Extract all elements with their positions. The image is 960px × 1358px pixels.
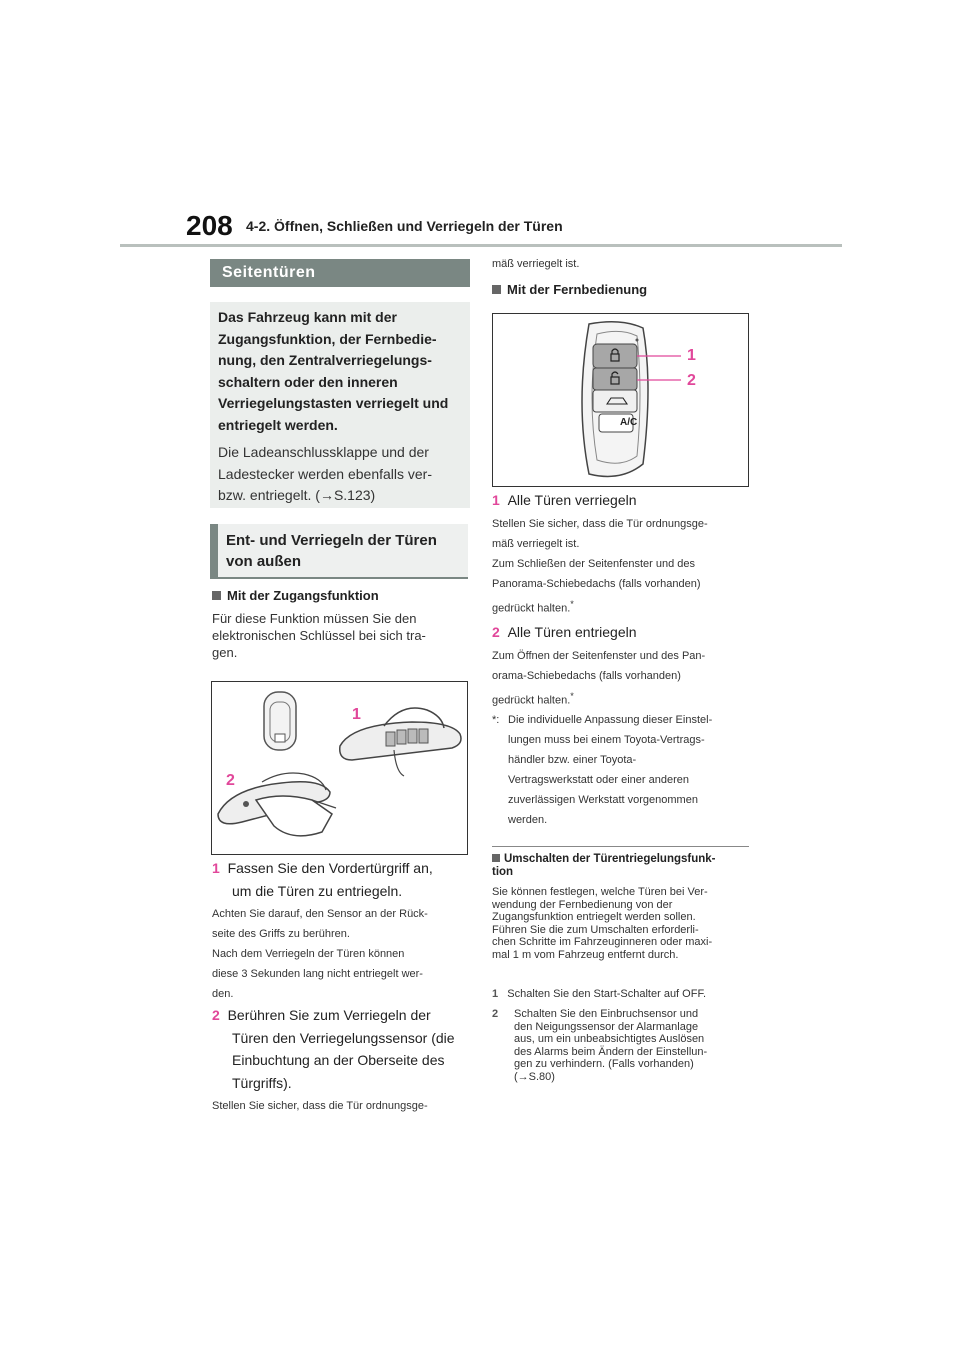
intro-box — [210, 302, 470, 508]
subheading-zugangsfunktion — [212, 588, 379, 603]
note-line: Nach dem Verriegeln der Türen können — [212, 948, 405, 960]
access-step-2-note: Stellen Sie sicher, dass die Tür ordnungsge- — [212, 1100, 428, 1112]
text-line: Sie können festlegen, welche Türen bei Ver- — [492, 886, 708, 898]
note-line: Panorama-Schiebedachs (falls vorhanden) — [492, 578, 701, 590]
footnote-line: Vertragswerkstatt oder einer anderen — [508, 774, 689, 786]
text-line: Führen Sie die zum Umschalten erforderli- — [492, 923, 699, 936]
step-text: des Alarms beim Ändern der Einstellun- — [514, 1045, 708, 1058]
step-text: Türgriffs). — [232, 1074, 292, 1091]
text-line: gen. — [212, 645, 238, 660]
subheading-text: tion — [492, 866, 514, 878]
access-step-2-note-cont: mäß verriegelt ist. — [492, 258, 580, 270]
intro-line: Ladestecker werden ebenfalls ver- — [218, 465, 433, 482]
step-text: um die Türen zu entriegeln. — [232, 883, 403, 899]
chapter-title: 4-2. Öffnen, Schließen und Verriegeln der Türen — [246, 218, 563, 234]
switching-step-2 — [492, 1008, 754, 1084]
step-text: Berühren Sie zum Verriegeln der — [227, 1007, 431, 1023]
footnote-marker: *: — [492, 714, 500, 726]
step-text: aus, um ein unbeabsichtigtes Auslösen — [514, 1033, 705, 1046]
remote-step-1-notes — [492, 514, 754, 619]
note-line: seite des Griffs zu berühren. — [212, 928, 350, 940]
section-title-ent-und-verriegeln — [210, 524, 468, 579]
step-text: Schalten Sie den Einbruchsensor und — [514, 1008, 699, 1020]
step-number: 2 — [492, 1008, 499, 1020]
remote-step-2-notes — [492, 646, 754, 711]
note-line: gedrückt halten. — [492, 602, 571, 615]
step-number: 1 — [212, 860, 220, 876]
door-handle-figure — [211, 681, 468, 855]
footnote-line: Die individuelle Anpassung dieser Einstel- — [508, 714, 713, 726]
access-description — [212, 610, 472, 661]
square-bullet-icon — [212, 591, 221, 600]
footnote-line: werden. — [508, 814, 548, 826]
asterisk: * — [570, 691, 574, 701]
text-line: chen Schritte im Fahrzeuginneren oder maxi- — [492, 936, 713, 949]
step-text: (→S.80) — [514, 1070, 555, 1083]
note-line: Stellen Sie sicher, dass die Tür ordnungsge- — [492, 518, 708, 530]
switching-step-1 — [492, 988, 754, 1001]
step-number: 2 — [492, 624, 500, 640]
intro-bold-line: entriegelt werden. — [218, 416, 338, 433]
intro-bold-line: Verriegelungstasten verriegelt und — [218, 395, 449, 411]
subheading-text: Mit der Zugangsfunktion — [227, 588, 379, 603]
intro-line: bzw. entriegelt. (→S.123) — [218, 487, 376, 503]
remote-step-2 — [492, 622, 754, 643]
footnote-line: zuverlässigen Werkstatt vorgenommen — [508, 794, 698, 806]
ac-button-label: A/C — [620, 417, 638, 428]
figure-label: 1 — [687, 347, 696, 364]
access-step-1-notes — [212, 904, 474, 1004]
square-bullet-icon — [492, 285, 501, 294]
text-line: mal 1 m vom Fahrzeug entfernt durch. — [492, 948, 679, 961]
remote-step-1 — [492, 490, 754, 511]
step-number: 1 — [492, 492, 500, 508]
step-number: 2 — [212, 1007, 220, 1023]
header-divider — [120, 244, 842, 247]
subheading-text: Mit der Fernbedienung — [507, 282, 648, 297]
subheading-umschalten — [492, 853, 754, 879]
section-title-seitentueren: Seitentüren — [210, 259, 470, 287]
remote-key-illustration — [493, 314, 748, 486]
footnote-line: händler bzw. einer Toyota- — [508, 754, 637, 766]
step-number: 1 — [492, 988, 499, 1000]
text-line: Für diese Funktion müssen Sie den — [212, 611, 417, 626]
step-text: Fassen Sie den Vordertürgriff an, — [227, 860, 433, 876]
intro-bold-line: nung, den Zentralverriegelungs- — [218, 352, 432, 368]
step-text: gen zu verhindern. (Falls vorhanden) — [514, 1058, 694, 1071]
section-divider — [492, 846, 749, 847]
figure-label: 1 — [352, 706, 361, 723]
intro-bold-line: Das Fahrzeug kann mit der — [218, 309, 397, 325]
subheading-fernbedienung — [492, 282, 647, 297]
remote-key-figure — [492, 313, 749, 487]
step-text: den Neigungssensor der Alarmanlage — [514, 1020, 699, 1033]
note-line: Zum Öffnen der Seitenfenster und des Pan- — [492, 650, 706, 662]
note-line: den. — [212, 988, 234, 1000]
text-line: elektronischen Schlüssel bei sich tra- — [212, 628, 426, 643]
note-line: Zum Schließen der Seitenfenster und des — [492, 558, 696, 570]
step-text: Türen den Verriegelungssensor (die — [232, 1029, 455, 1046]
switching-description — [492, 886, 754, 962]
access-step-1 — [212, 858, 474, 902]
subheading-text: Umschalten der Türentriegelungsfunk- — [504, 853, 716, 865]
note-line: gedrückt halten. — [492, 694, 571, 707]
text-line: wendung der Fernbedienung von der — [492, 898, 673, 911]
access-step-2 — [212, 1004, 474, 1094]
section-title-line: von außen — [226, 553, 302, 570]
figure-label: 2 — [226, 772, 235, 789]
door-handle-illustration — [212, 682, 467, 854]
note-line: mäß verriegelt ist. — [492, 538, 580, 550]
step-text: Alle Türen verriegeln — [507, 492, 637, 508]
page-number: 208 — [186, 210, 233, 241]
text-line: Zugangsfunktion entriegelt werden sollen. — [492, 911, 696, 924]
footnote — [492, 710, 754, 830]
step-text: Einbuchtung an der Oberseite des — [232, 1052, 445, 1068]
intro-bold-line: Zugangsfunktion, der Fernbedie- — [218, 330, 437, 347]
step-text: Alle Türen entriegeln — [507, 624, 637, 640]
figure-label: 2 — [687, 372, 696, 389]
note-line: Achten Sie darauf, den Sensor an der Rück- — [212, 908, 428, 920]
square-bullet-icon — [492, 854, 500, 862]
step-text: Schalten Sie den Start-Schalter auf OFF. — [507, 988, 707, 1000]
section-title-line: Ent- und Verriegeln der Türen — [226, 532, 437, 549]
footnote-line: lungen muss bei einem Toyota-Vertrags- — [508, 734, 705, 746]
intro-bold-line: schaltern oder den inneren — [218, 373, 398, 390]
intro-line: Die Ladeanschlussklappe und der — [218, 444, 429, 460]
note-line: diese 3 Sekunden lang nicht entriegelt wer- — [212, 968, 423, 980]
note-line: orama-Schiebedachs (falls vorhanden) — [492, 670, 681, 682]
asterisk: * — [570, 599, 574, 609]
